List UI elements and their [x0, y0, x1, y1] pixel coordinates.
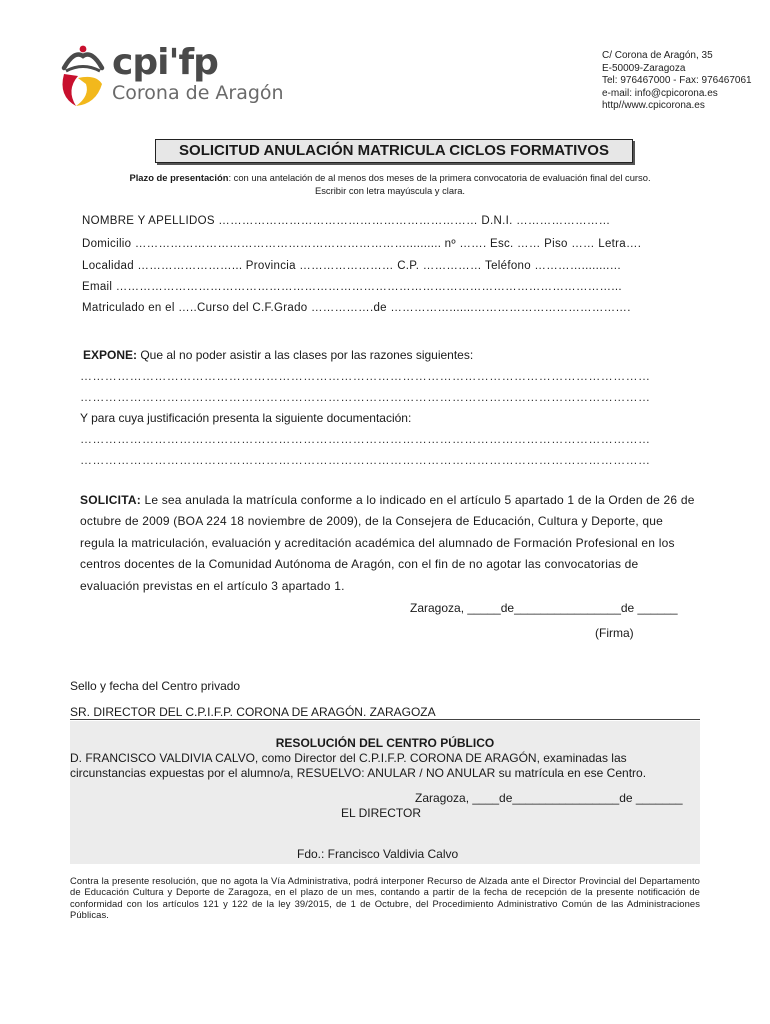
resolucion-section	[70, 721, 700, 864]
field-email[interactable]: Email ………………………………………………………………………………………………………………...	[82, 281, 622, 293]
field-nombre-dni[interactable]: NOMBRE Y APELLIDOS ………………………………………………………… D.N.I. ……………………	[82, 215, 611, 227]
plazo-label: Plazo de presentación	[129, 172, 229, 183]
field-matriculado[interactable]: Matriculado en el …..Curso del C.F.Grado …………….de …………….......………………………………….	[82, 302, 631, 314]
firma-label: (Firma)	[595, 626, 634, 640]
expone-line	[83, 348, 473, 362]
crown-emblem-icon	[56, 44, 110, 110]
solicita-text: Le sea anulada la matrícula conforme a lo indicado en el artículo 5 apartado 1 de la Orden de 26 de octubre de 2009 (BOA 224 18 noviembre de 2009), de la Consejera de Educación, Cultura y Deporte, que regula la matriculación, evaluación y acreditación académica del alumnado de Formación Profesional en los centros docentes de la Comunidad Autónoma de Aragón, con el fin de no agotar las convocatorias de evaluación previstas en el artículo 3 apartado 1.	[80, 493, 695, 593]
justificacion-label: Y para cuya justificación presenta la siguiente documentación:	[80, 411, 412, 425]
logo	[56, 42, 296, 110]
contact-email: e-mail: info@cpicorona.es	[602, 87, 718, 99]
form-title: SOLICITUD ANULACIÓN MATRICULA CICLOS FORMATIVOS	[155, 139, 633, 163]
justificacion-line-1[interactable]: …………………………………………………………………………………………………………………………	[80, 432, 651, 446]
signature-date-line[interactable]: Zaragoza, _____de________________de ______	[410, 601, 678, 615]
contact-info	[602, 50, 752, 113]
solicita-label: SOLICITA:	[80, 493, 141, 507]
resolucion-text: D. FRANCISCO VALDIVIA CALVO, como Director del C.P.I.F.P. CORONA DE ARAGÓN, examinadas las circunstancias expuestas por el alumno/a, RESUELVO: ANULAR / NO ANULAR su matrícula en ese Centro.	[70, 751, 647, 780]
expone-text: Que al no poder asistir a las clases por las razones siguientes:	[137, 348, 474, 362]
contact-postal: E-50009-Zaragoza	[602, 62, 686, 74]
justificacion-line-2[interactable]: …………………………………………………………………………………………………………………………	[80, 453, 651, 467]
logo-subtitle: Corona de Aragón	[112, 82, 284, 104]
solicita-paragraph	[80, 490, 700, 597]
plazo-instructions	[70, 172, 710, 197]
director-addressee: SR. DIRECTOR DEL C.P.I.F.P. CORONA DE ARAGÓN. ZARAGOZA	[70, 705, 436, 719]
field-domicilio[interactable]: Domicilio …………………………………………………………….......... nº ……. Esc. …… Piso …… Letra….	[82, 238, 642, 250]
expone-label: EXPONE:	[83, 348, 138, 362]
logo-brand-text: cpi'fp	[112, 42, 218, 83]
expone-reasons-line-2[interactable]: …………………………………………………………………………………………………………………………	[80, 390, 651, 404]
field-localidad[interactable]: Localidad ……………………... Provincia …………………… C.P. …………… Teléfono …………........…	[82, 260, 622, 272]
plazo-text: : con una antelación de al menos dos meses de la primera convocatoria de evaluación final del curso.	[228, 172, 651, 183]
divider	[70, 719, 700, 720]
resolucion-signature: Fdo.: Francisco Valdivia Calvo	[297, 847, 459, 861]
expone-reasons-line-1[interactable]: …………………………………………………………………………………………………………………………	[80, 369, 651, 383]
contact-address: C/ Corona de Aragón, 35	[602, 50, 713, 61]
resolucion-title: RESOLUCIÓN DEL CENTRO PÚBLICO	[275, 736, 495, 750]
contact-website: http//www.cpicorona.es	[602, 100, 705, 112]
resolucion-director: EL DIRECTOR	[341, 806, 422, 820]
plazo-note: Escribir con letra mayúscula y clara.	[314, 184, 466, 196]
contact-phone: Tel: 976467000 - Fax: 976467061	[602, 75, 752, 87]
resolucion-date-line[interactable]: Zaragoza, ____de________________de _______	[415, 791, 683, 805]
legal-footer: Contra la presente resolución, que no agota la Vía Administrativa, podrá interponer Recurso de Alzada ante el Director Provincial del Departamento de Educación Cultura y Deporte de Zaragoza, en el plazo de un mes, contando a partir de la fecha de recepción de la presente notificación de conformidad con los artículos 121 y 122 de la ley 39/2015, de 1 de Octubre, del Procedimiento Administrativo Común de las Administraciones Públicas.	[70, 875, 700, 921]
sello-label: Sello y fecha del Centro privado	[70, 679, 241, 693]
